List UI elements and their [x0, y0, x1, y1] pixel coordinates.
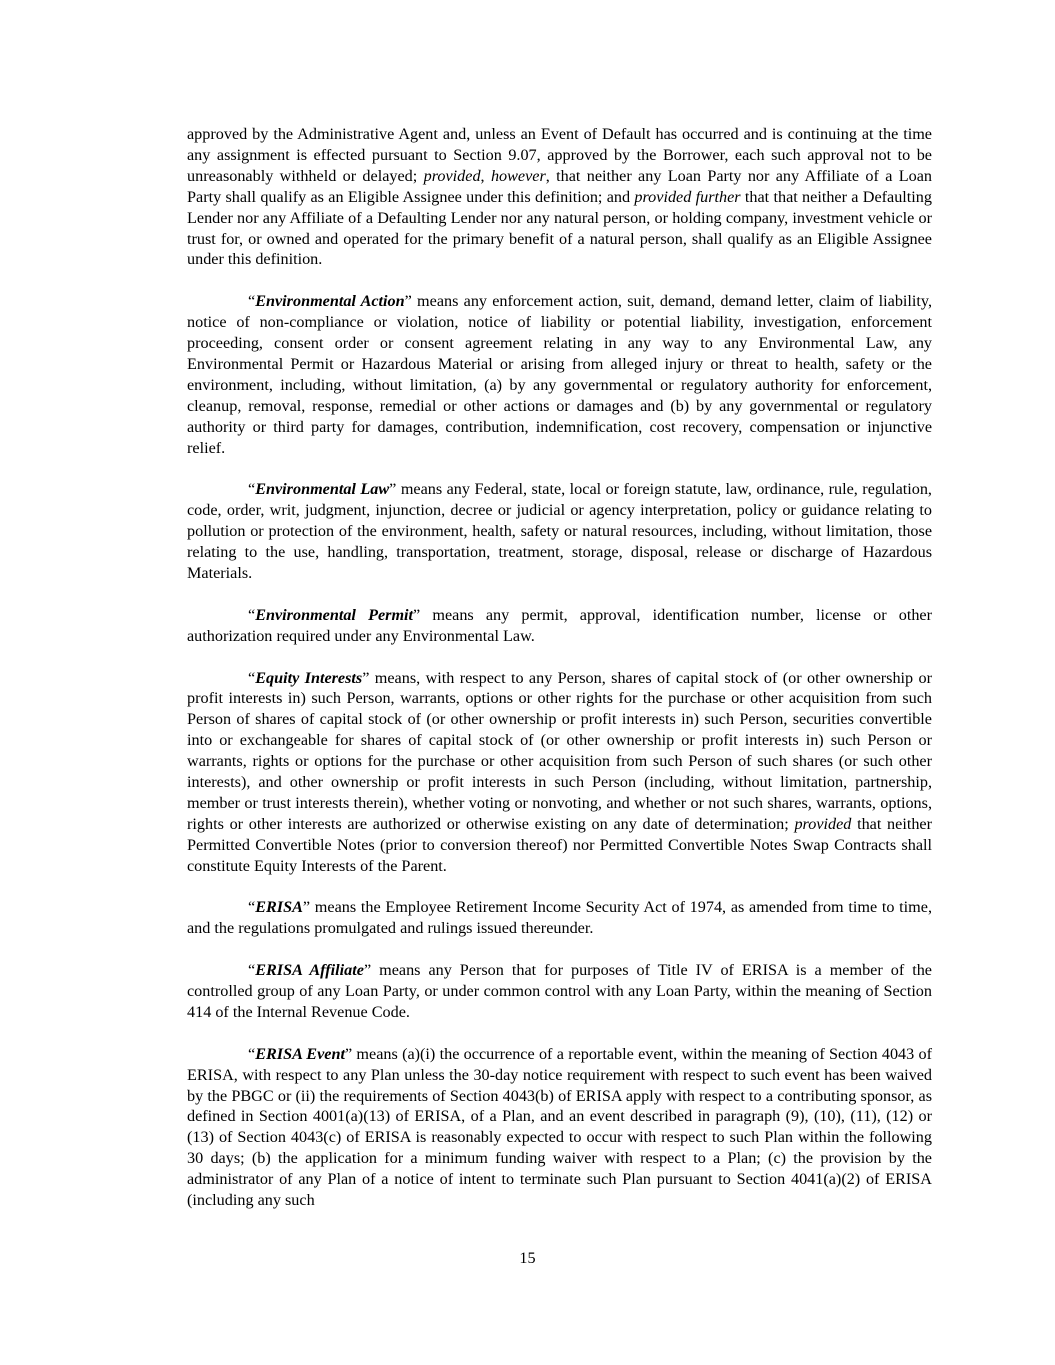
- definition-text: ” means any Person that for purposes of Title IV of ERISA is a member of the controlled group of any Loan Party, or under common control with any Loan Party, within the meaning of Section 414 of the Internal Revenue Code.: [187, 961, 932, 1021]
- definition-environmental-law: [187, 479, 932, 584]
- defined-term: ERISA: [255, 898, 303, 917]
- paragraph-eligible-assignee-continuation: [187, 124, 932, 270]
- definition-erisa-affiliate: [187, 960, 932, 1023]
- definition-text: ” means the Employee Retirement Income Security Act of 1974, as amended from time to time, and the regulations promulgated and rulings issued thereunder.: [187, 898, 932, 938]
- definition-erisa-event: [187, 1044, 932, 1211]
- text-run: , that neither any Loan Party nor any Affiliate of a Loan Party shall qualify as an Eligible Assignee under this definition; and: [187, 166, 933, 206]
- definition-text: that neither Permitted Convertible Notes (prior to conversion thereof) nor Permitted Convertible Notes Swap Contracts shall constitute Equity Interests of the Parent.: [187, 814, 932, 875]
- definition-text: ” means any Federal, state, local or foreign statute, law, ordinance, rule, regulation, code, order, writ, judgment, injunction, decree or judicial or agency interpretation, policy or guidance relating to pollution or protection of the environment, health, safety or natural resources, including, without limitation, those relating to the use, handling, transportation, treatment, storage, disposal, release or discharge of Hazardous Materials.: [187, 480, 932, 582]
- page-number: 15: [519, 1249, 536, 1267]
- defined-term: Environmental Law: [255, 480, 390, 499]
- definition-erisa: [187, 897, 932, 939]
- defined-term: ERISA Event: [255, 1044, 345, 1063]
- defined-term: Environmental Permit: [255, 605, 414, 624]
- body-text: [187, 124, 932, 1232]
- definition-environmental-action: [187, 291, 932, 458]
- definition-environmental-permit: [187, 605, 932, 647]
- definition-text: ” means (a)(i) the occurrence of a reportable event, within the meaning of Section 4043 of ERISA, with respect to any Plan unless the 30-day notice requirement with respect to such event has been waived by the PBGC or (ii) the requirements of Section 4043(b) of ERISA apply with respect to a contributing sponsor, as defined in Section 4001(a)(13) of ERISA, of a Plan, and an event described in paragraph (9), (10), (11), (12) or (13) of Section 4043(c) of ERISA is reasonably expected to occur with respect to such Plan within the following 30 days; (b) the application for a minimum funding waiver with respect to a Plan; (c) the provision by the administrator of any Plan of a notice of intent to terminate such Plan pursuant to Section 4041(a)(2) of ERISA (including any such: [187, 1044, 932, 1210]
- defined-term: Environmental Action: [255, 292, 405, 311]
- text-run-italic: provided further: [634, 187, 741, 206]
- text-run: ,: [480, 166, 491, 185]
- text-run: approved by the Administrative Agent and, unless an Event of Default has occurred and is continuing at the time any assignment is effected pursuant to Section 9.07, approved by the Borrower, each such approval not to be unreasonably withheld or delayed;: [187, 125, 932, 185]
- defined-term: ERISA Affiliate: [255, 961, 364, 980]
- open-quote: “: [248, 898, 256, 917]
- text-run-italic: provided: [794, 814, 852, 833]
- definition-text: ” means any permit, approval, identification number, license or other authorization required under any Environmental Law.: [187, 605, 932, 645]
- text-run-italic: provided: [423, 166, 481, 185]
- definition-text: ” means any enforcement action, suit, demand, demand letter, claim of liability, notice of non-compliance or violation, notice of liability or potential liability, investigation, enforcement proceeding, consent order or consent agreement relating in any way to any Environmental Law, any Environmental Permit or Hazardous Material or arising from alleged injury or threat to health, safety or the environment, including, without limitation, (a) by any governmental or regulatory authority for enforcement, cleanup, removal, response, remedial or other actions or damages and (b) by any governmental or regulatory authority or third party for damages, contribution, indemnification, cost recovery, compensation or injunctive relief.: [187, 292, 932, 457]
- open-quote: “: [248, 605, 256, 624]
- text-run-italic: however: [490, 166, 546, 185]
- open-quote: “: [248, 961, 256, 980]
- open-quote: “: [248, 292, 256, 311]
- definition-text: ” means, with respect to any Person, shares of capital stock of (or other ownership or profit interests in) such Person, warrants, options or other rights for the purchase or other acquisition from such Person of shares of capital stock of (or other ownership or profit interests in) such Person, securities convertible into or exchangeable for shares of capital stock of (or other ownership or profit interests in) such Person or warrants, rights or options for the purchase or other acquisition from such Person of such shares (or such other interests), and other ownership or profit interests in such Person (including, without limitation, partnership, member or trust interests therein), whether voting or nonvoting, and whether or not such shares, warrants, options, rights or other interests are authorized or otherwise existing on any date of determination;: [187, 668, 932, 833]
- text-run: that that neither a Defaulting Lender nor any Affiliate of a Defaulting Lender nor any natural person, or holding company, investment vehicle or trust for, or owned and operated for the primary benefit of a natural person, shall qualify as an Eligible Assignee under this definition.: [187, 187, 932, 269]
- open-quote: “: [248, 668, 256, 687]
- defined-term: Equity Interests: [255, 668, 363, 687]
- definition-equity-interests: [187, 668, 932, 877]
- open-quote: “: [248, 1044, 256, 1063]
- open-quote: “: [248, 480, 256, 499]
